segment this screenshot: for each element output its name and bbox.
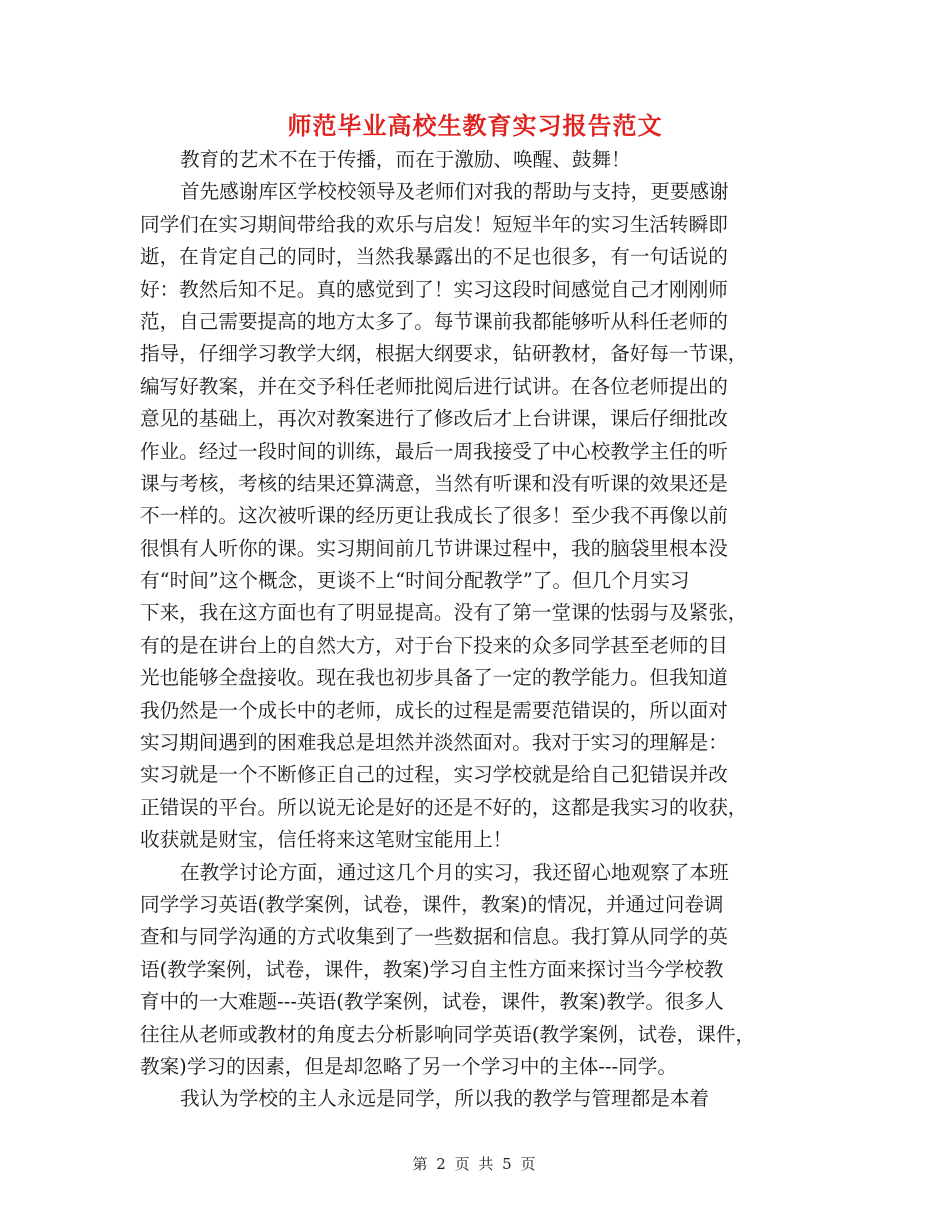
text-line: 语(教学案例，试卷，课件，教案)学习自主性方面来探讨当今学校教 bbox=[140, 957, 724, 981]
text-line: 在教学讨论方面，通过这几个月的实习，我还留心地观察了本班 bbox=[180, 860, 729, 884]
text-line: 很惧有人听你的课。实习期间前几节讲课过程中，我的脑袋里根本没 bbox=[140, 536, 728, 560]
text-line: 意见的基础上，再次对教案进行了修改后才上台讲课，课后仔细批改 bbox=[140, 407, 728, 431]
text-line: 好：教然后知不足。真的感觉到了！实习这段时间感觉自己才刚刚师 bbox=[140, 277, 728, 301]
text-line: 首先感谢库区学校校领导及老师们对我的帮助与支持，更要感谢 bbox=[180, 180, 729, 204]
text-line: 范，自己需要提高的地方太多了。每节课前我都能够听从科任老师的 bbox=[140, 309, 728, 333]
text-line: 实习就是一个不断修正自己的过程，实习学校就是给自己犯错误并改 bbox=[140, 763, 728, 787]
document-title: 师范毕业高校生教育实习报告范文 bbox=[287, 111, 663, 140]
text-line: 收获就是财宝，信任将来这笔财宝能用上！ bbox=[140, 828, 513, 852]
text-line: 有的是在讲台上的自然大方，对于台下投来的众多同学甚至老师的目 bbox=[140, 633, 728, 657]
text-line: 编写好教案，并在交予科任老师批阅后进行试讲。在各位老师提出的 bbox=[140, 374, 728, 398]
text-line: 往往从老师或教材的角度去分析影响同学英语(教学案例，试卷，课件， bbox=[140, 1022, 756, 1046]
text-line: 下来，我在这方面也有了明显提高。没有了第一堂课的怯弱与及紧张， bbox=[140, 601, 748, 625]
text-line: 查和与同学沟通的方式收集到了一些数据和信息。我打算从同学的英 bbox=[140, 925, 728, 949]
document-body bbox=[140, 144, 815, 1116]
text-line: 指导，仔细学习教学大纲，根据大纲要求，钻研教材，备好每一节课， bbox=[140, 342, 748, 366]
text-line: 光也能够全盘接收。现在我也初步具备了一定的教学能力。但我知道 bbox=[140, 666, 728, 690]
text-line: 作业。经过一段时间的训练，最后一周我接受了中心校教学主任的听 bbox=[140, 439, 728, 463]
text-line: 有“时间”这个概念，更谈不上“时间分配教学”了。但几个月实习 bbox=[140, 569, 690, 593]
text-line: 课与考核，考核的结果还算满意，当然有听课和没有听课的效果还是 bbox=[140, 471, 728, 495]
text-line: 同学们在实习期间带给我的欢乐与启发！短短半年的实习生活转瞬即 bbox=[140, 212, 728, 236]
text-line: 实习期间遇到的困难我总是坦然并淡然面对。我对于实习的理解是： bbox=[140, 731, 728, 755]
text-line: 逝，在肯定自己的同时，当然我暴露出的不足也很多，有一句话说的 bbox=[140, 245, 728, 269]
text-line: 我仍然是一个成长中的老师，成长的过程是需要范错误的，所以面对 bbox=[140, 698, 728, 722]
text-line: 不一样的。这次被听课的经历更让我成长了很多！至少我不再像以前 bbox=[140, 504, 728, 528]
text-line: 同学学习英语(教学案例，试卷，课件，教案)的情况，并通过问卷调 bbox=[140, 892, 724, 916]
text-line: 育中的一大难题---英语(教学案例，试卷，课件，教案)教学。很多人 bbox=[140, 990, 724, 1014]
text-line: 正错误的平台。所以说无论是好的还是不好的，这都是我实习的收获， bbox=[140, 795, 748, 819]
text-line: 教育的艺术不在于传播，而在于激励、唤醒、鼓舞！ bbox=[180, 148, 631, 171]
text-line: 教案)学习的因素，但是却忽略了另一个学习中的主体---同学。 bbox=[140, 1054, 677, 1078]
page-footer: 第 2 页 共 5 页 bbox=[412, 1155, 538, 1173]
text-line: 我认为学校的主人永远是同学，所以我的教学与管理都是本着 bbox=[180, 1087, 710, 1111]
